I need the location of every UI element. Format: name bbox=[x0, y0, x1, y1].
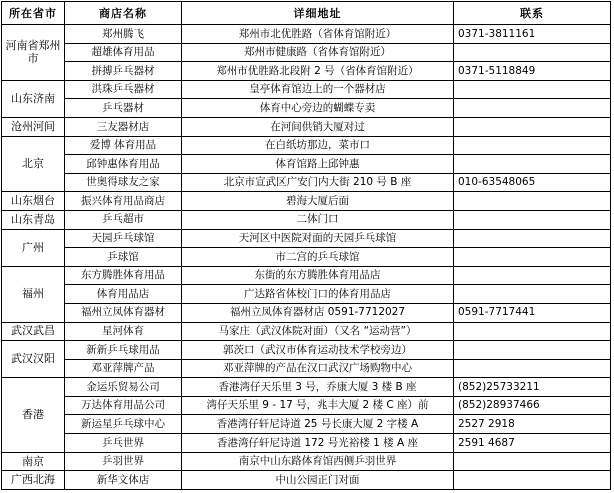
store-cell: 世奥得球友之家 bbox=[65, 173, 182, 192]
address-cell: 香港湾仔轩尼诗道 172 号光裕楼 1 楼 A 座 bbox=[182, 434, 454, 453]
phone-cell bbox=[454, 452, 611, 471]
table-row bbox=[2, 43, 611, 62]
address-cell: 市二宫的乒乓球馆 bbox=[182, 248, 454, 267]
address-cell: 香港湾仔天乐里 3 号，乔康大厦 3 楼 B 座 bbox=[182, 378, 454, 397]
header-address: 详细地址 bbox=[182, 2, 454, 25]
store-cell: 郑州腾飞 bbox=[65, 25, 182, 44]
address-cell: 在白纸坊那边，菜市口 bbox=[182, 136, 454, 155]
region-cell: 山东烟台 bbox=[2, 192, 65, 211]
address-cell: 北京市宣武区广安门内大街 210 号 B 座 bbox=[182, 173, 454, 192]
table-row bbox=[2, 415, 611, 434]
phone-cell bbox=[454, 248, 611, 267]
phone-cell bbox=[454, 359, 611, 378]
phone-cell: (852)25733211 bbox=[454, 378, 611, 397]
table-row bbox=[2, 248, 611, 267]
store-cell: 乒乓超市 bbox=[65, 210, 182, 229]
table-row bbox=[2, 471, 611, 490]
table-row bbox=[2, 266, 611, 285]
phone-cell: 2591 4687 bbox=[454, 434, 611, 453]
region-cell: 山东青岛 bbox=[2, 210, 65, 229]
table-row bbox=[2, 99, 611, 118]
address-cell: 皇亭体育馆边上的一个器材店 bbox=[182, 80, 454, 99]
table-row bbox=[2, 210, 611, 229]
header-store: 商店名称 bbox=[65, 2, 182, 25]
store-cell: 星河体育 bbox=[65, 322, 182, 341]
address-cell: 郑州市优胜路北段附 2 号（省体育馆附近） bbox=[182, 62, 454, 81]
table-row bbox=[2, 155, 611, 174]
region-cell: 香港 bbox=[2, 378, 65, 452]
region-cell: 南京 bbox=[2, 452, 65, 471]
store-cell: 三友器材店 bbox=[65, 117, 182, 136]
store-cell: 金运乐贸易公司 bbox=[65, 378, 182, 397]
phone-cell bbox=[454, 471, 611, 490]
store-cell: 振兴体育用品商店 bbox=[65, 192, 182, 211]
phone-cell: 0371-5118849 bbox=[454, 62, 611, 81]
address-cell: 中山公园正门对面 bbox=[182, 471, 454, 490]
phone-cell: (852)28937466 bbox=[454, 396, 611, 415]
table-row bbox=[2, 136, 611, 155]
address-cell: 邓亚萍牌的产品在汉口武汉广场购物中心 bbox=[182, 359, 454, 378]
table-row bbox=[2, 117, 611, 136]
address-cell: 二体门口 bbox=[182, 210, 454, 229]
phone-cell: 0371-3811161 bbox=[454, 25, 611, 44]
region-cell: 北京 bbox=[2, 136, 65, 192]
address-cell: 体育馆路上邱钟惠 bbox=[182, 155, 454, 174]
table-row bbox=[2, 192, 611, 211]
region-cell: 广西北海 bbox=[2, 471, 65, 490]
table-row bbox=[2, 341, 611, 360]
table-row bbox=[2, 80, 611, 99]
store-cell: 新华文体店 bbox=[65, 471, 182, 490]
store-cell: 新运星乒乓球中心 bbox=[65, 415, 182, 434]
phone-cell: 2527 2918 bbox=[454, 415, 611, 434]
region-cell: 山东济南 bbox=[2, 80, 65, 117]
address-cell: 南京中山东路体育馆西侧乒羽世界 bbox=[182, 452, 454, 471]
store-cell: 乒乓世界 bbox=[65, 434, 182, 453]
address-cell: 马家庄（武汉体院对面）（又名 “运动营”） bbox=[182, 322, 454, 341]
region-cell: 广州 bbox=[2, 229, 65, 266]
region-cell: 福州 bbox=[2, 266, 65, 322]
address-cell: 郑州市健康路（省体育馆附近） bbox=[182, 43, 454, 62]
table-row bbox=[2, 62, 611, 81]
header-row bbox=[2, 2, 611, 25]
phone-cell: 010-63548065 bbox=[454, 173, 611, 192]
store-cell: 福州立凤体育器材 bbox=[65, 303, 182, 322]
address-cell: 广达路省体校门口的体育用品店 bbox=[182, 285, 454, 304]
address-cell: 东街的东方腾胜体育用品店 bbox=[182, 266, 454, 285]
store-cell: 乒乓器材 bbox=[65, 99, 182, 118]
table-row bbox=[2, 396, 611, 415]
region-cell: 沧州河间 bbox=[2, 117, 65, 136]
table-row bbox=[2, 378, 611, 397]
store-cell: 东方腾胜体育用品 bbox=[65, 266, 182, 285]
store-cell: 天园乒乓球馆 bbox=[65, 229, 182, 248]
phone-cell bbox=[454, 43, 611, 62]
address-cell: 湾仔天乐里 9 - 17 号，兆丰大厦 2 楼 C 座）前 bbox=[182, 396, 454, 415]
address-cell: 天河区中医院对面的天园乒乓球馆 bbox=[182, 229, 454, 248]
address-cell: 香港湾仔轩尼诗道 25 号长康大厦 2 字楼 A bbox=[182, 415, 454, 434]
phone-cell bbox=[454, 229, 611, 248]
store-cell: 洪珠乒乓器材 bbox=[65, 80, 182, 99]
store-cell: 邱钟惠体育用品 bbox=[65, 155, 182, 174]
region-cell: 武汉汉阳 bbox=[2, 341, 65, 378]
phone-cell bbox=[454, 266, 611, 285]
address-cell: 福州立凤体育器材店 0591-7712027 bbox=[182, 303, 454, 322]
address-cell: 在河间供销大厦对过 bbox=[182, 117, 454, 136]
address-cell: 郑州市北优胜路（省体育馆附近） bbox=[182, 25, 454, 44]
region-cell: 河南省郑州市 bbox=[2, 25, 65, 81]
phone-cell bbox=[454, 99, 611, 118]
phone-cell bbox=[454, 136, 611, 155]
region-cell: 武汉武昌 bbox=[2, 322, 65, 341]
store-cell: 新新乒乓球用品 bbox=[65, 341, 182, 360]
store-cell: 体育用品店 bbox=[65, 285, 182, 304]
phone-cell bbox=[454, 80, 611, 99]
table-row bbox=[2, 25, 611, 44]
phone-cell bbox=[454, 210, 611, 229]
phone-cell bbox=[454, 285, 611, 304]
table-row bbox=[2, 229, 611, 248]
phone-cell bbox=[454, 192, 611, 211]
store-cell: 超雄体育用品 bbox=[65, 43, 182, 62]
store-cell: 邓亚萍牌产品 bbox=[65, 359, 182, 378]
address-cell: 体育中心旁边的蝴蝶专卖 bbox=[182, 99, 454, 118]
store-cell: 万达体育用品公司 bbox=[65, 396, 182, 415]
table-row bbox=[2, 303, 611, 322]
table-row bbox=[2, 285, 611, 304]
store-cell: 拼搏乒乓器材 bbox=[65, 62, 182, 81]
phone-cell: 0591-7717441 bbox=[454, 303, 611, 322]
header-region: 所在省市 bbox=[2, 2, 65, 25]
table-row bbox=[2, 322, 611, 341]
address-cell: 碧海大厦后面 bbox=[182, 192, 454, 211]
header-contact: 联系 bbox=[454, 2, 611, 25]
phone-cell bbox=[454, 117, 611, 136]
store-directory-table bbox=[1, 1, 611, 490]
store-cell: 爱博 体育用品 bbox=[65, 136, 182, 155]
address-cell: 郭茨口（武汉市体育运动技术学校旁边） bbox=[182, 341, 454, 360]
table-row bbox=[2, 452, 611, 471]
phone-cell bbox=[454, 322, 611, 341]
phone-cell bbox=[454, 155, 611, 174]
store-cell: 乒羽世界 bbox=[65, 452, 182, 471]
store-cell: 乒球馆 bbox=[65, 248, 182, 267]
table-row bbox=[2, 434, 611, 453]
table-row bbox=[2, 173, 611, 192]
table-row bbox=[2, 359, 611, 378]
table-body bbox=[2, 25, 611, 490]
phone-cell bbox=[454, 341, 611, 360]
